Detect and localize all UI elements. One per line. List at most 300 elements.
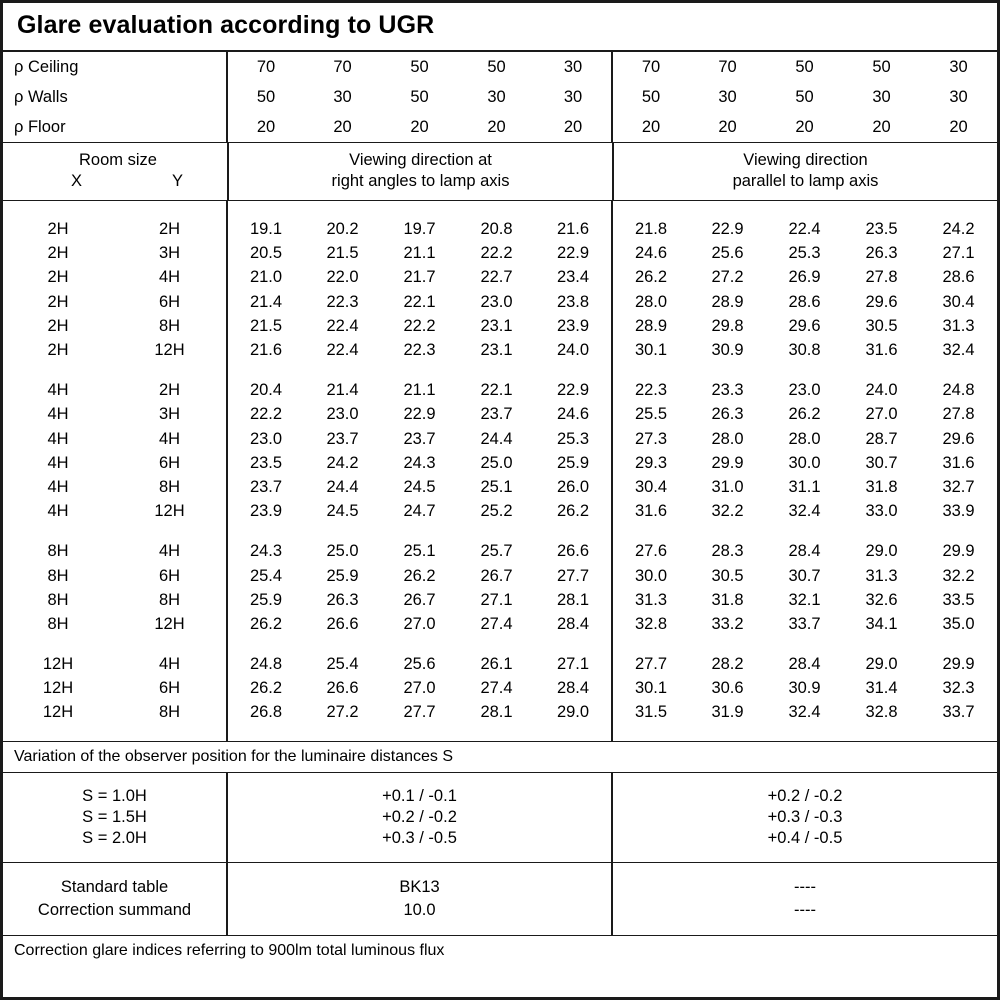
spacer-cell	[113, 524, 227, 540]
cell: 24.3	[227, 540, 304, 564]
cell: 29.6	[788, 316, 821, 335]
cell: 27.3	[612, 427, 689, 451]
cell: 24.5	[326, 502, 359, 521]
vd-line2: parallel to lamp axis	[732, 171, 879, 190]
cell: 34.1	[865, 614, 898, 633]
y-value: 8H	[158, 316, 181, 335]
cell: 20	[949, 117, 968, 136]
x-value: 12H	[42, 679, 74, 698]
cell: 27.1	[556, 655, 590, 674]
table-row	[3, 82, 997, 112]
ugr-data-table	[3, 201, 997, 741]
cell: 25.0	[480, 453, 513, 472]
vd-line1: Viewing direction at	[349, 151, 492, 169]
cell: 32.2	[942, 566, 975, 585]
cell: 20.8	[480, 220, 513, 239]
cell: 27.7	[612, 652, 689, 676]
spacer-cell	[766, 201, 843, 217]
cell: 28.9	[711, 292, 744, 311]
cell: 26.2	[788, 405, 821, 424]
x-value: 12H	[42, 703, 74, 722]
spacer-cell	[612, 773, 997, 786]
spacer-cell	[612, 863, 997, 876]
cell: 20	[718, 117, 737, 136]
spacer-cell	[843, 636, 920, 652]
cell: 31.3	[612, 588, 689, 612]
cell: 26.2	[227, 612, 304, 636]
table-row	[3, 807, 997, 828]
variation-label: S = 1.5H	[82, 808, 147, 827]
cell: 27.0	[403, 679, 436, 698]
table-row	[3, 314, 997, 338]
spacer-cell	[458, 201, 535, 217]
spacer-cell	[689, 725, 766, 741]
vd-line2: right angles to lamp axis	[331, 171, 510, 190]
spacer-cell	[920, 524, 997, 540]
spacer-cell	[304, 362, 381, 378]
cell: 20	[410, 117, 429, 136]
cell: 24.5	[403, 477, 436, 496]
cell: 20	[487, 117, 506, 136]
cell: 30.0	[612, 564, 689, 588]
cell: 27.1	[480, 590, 513, 609]
spacer-cell	[227, 636, 304, 652]
cell: 20	[612, 112, 689, 142]
spacer-cell	[227, 773, 612, 786]
cell: 25.4	[227, 564, 304, 588]
spacer-cell	[612, 922, 997, 935]
spacer-row	[3, 524, 997, 540]
correction-summand-parallel: ----	[612, 899, 997, 922]
cell: 23.0	[326, 405, 359, 424]
cell: 20	[333, 117, 352, 136]
cell: 23.7	[403, 429, 436, 448]
cell: 29.9	[942, 542, 975, 561]
cell: 22.9	[556, 244, 590, 263]
cell: 24.2	[326, 453, 359, 472]
cell: 20	[227, 112, 304, 142]
cell: 26.0	[556, 477, 590, 496]
cell: 25.5	[612, 403, 689, 427]
cell: 22.4	[326, 341, 359, 360]
cell: 25.7	[480, 542, 513, 561]
correction-summand-label: Correction summand	[37, 901, 192, 920]
spacer-cell	[304, 725, 381, 741]
vd-line1: Viewing direction	[743, 151, 868, 169]
y-value: 12H	[154, 502, 185, 521]
variation-perpendicular: +0.2 / -0.2	[227, 807, 612, 828]
spacer-cell	[612, 524, 689, 540]
cell: 27.2	[711, 268, 744, 287]
spacer-row	[3, 725, 997, 741]
table-row	[3, 338, 997, 362]
cell: 70	[333, 57, 352, 76]
spacer-cell	[3, 636, 113, 652]
table-row	[3, 701, 997, 725]
spacer-cell	[766, 524, 843, 540]
spacer-cell	[458, 636, 535, 652]
cell: 23.7	[480, 405, 513, 424]
cell: 22.4	[788, 220, 821, 239]
table-row	[3, 876, 997, 899]
variation-label: S = 1.0H	[82, 787, 147, 806]
spacer-cell	[843, 524, 920, 540]
table-row	[3, 52, 997, 82]
y-value: 4H	[158, 655, 181, 674]
cell: 24.2	[942, 220, 975, 239]
footer-note: Correction glare indices referring to 900lm total luminous flux	[14, 941, 445, 959]
table-row	[3, 540, 997, 564]
spacer-cell	[689, 201, 766, 217]
cell: 31.3	[942, 316, 975, 335]
cell: 30.1	[612, 338, 689, 362]
cell: 30.4	[942, 292, 975, 311]
x-value: 2H	[47, 220, 69, 239]
table-row	[3, 266, 997, 290]
cell: 30.1	[612, 676, 689, 700]
spacer-cell	[535, 524, 612, 540]
cell: 21.5	[326, 244, 359, 263]
spacer-cell	[458, 362, 535, 378]
cell: 31.6	[942, 453, 975, 472]
table-row	[3, 499, 997, 523]
spacer-cell	[766, 636, 843, 652]
cell: 31.8	[711, 590, 744, 609]
spacer-cell	[381, 636, 458, 652]
cell: 22.9	[403, 405, 436, 424]
spacer-row	[3, 201, 997, 217]
y-value: 2H	[158, 220, 181, 239]
spacer-cell	[689, 636, 766, 652]
cell: 30	[949, 57, 968, 76]
cell: 25.1	[480, 477, 513, 496]
cell: 27.8	[942, 405, 975, 424]
room-size-x-label: X	[71, 172, 83, 191]
cell: 25.3	[788, 244, 821, 263]
cell: 26.6	[556, 542, 590, 561]
y-value: 2H	[158, 381, 181, 400]
cell: 24.6	[556, 405, 590, 424]
cell: 28.0	[711, 429, 744, 448]
cell: 30.7	[788, 566, 821, 585]
cell: 28.0	[788, 429, 821, 448]
x-value: 12H	[42, 655, 74, 674]
spacer-cell	[458, 524, 535, 540]
variation-note: Variation of the observer position for the luminaire distances S	[14, 747, 454, 765]
cell: 50	[795, 57, 814, 76]
y-value: 4H	[158, 429, 181, 448]
cell: 33.5	[942, 590, 975, 609]
x-value: 8H	[47, 566, 69, 585]
cell: 29.9	[711, 453, 744, 472]
standard-table-label: Standard table	[60, 878, 169, 897]
cell: 27.2	[326, 703, 359, 722]
y-value: 8H	[158, 477, 181, 496]
cell: 31.3	[865, 566, 898, 585]
spacer-cell	[535, 636, 612, 652]
spacer-cell	[920, 636, 997, 652]
table-row	[3, 786, 997, 807]
spacer-cell	[3, 773, 227, 786]
cell: 25.6	[711, 244, 744, 263]
cell: 50	[872, 57, 891, 76]
cell: 30.4	[612, 475, 689, 499]
table-row	[3, 652, 997, 676]
cell: 28.1	[556, 590, 590, 609]
cell: 28.0	[612, 290, 689, 314]
cell: 27.4	[480, 679, 513, 698]
cell: 21.5	[227, 314, 304, 338]
standard-table-parallel: ----	[612, 876, 997, 899]
spacer-cell	[381, 725, 458, 741]
spacer-cell	[612, 201, 689, 217]
cell: 22.0	[326, 268, 359, 287]
cell: 20	[872, 117, 891, 136]
cell: 23.0	[227, 427, 304, 451]
cell: 19.7	[403, 220, 436, 239]
room-size-title: Room size	[79, 151, 157, 169]
cell: 32.2	[711, 502, 744, 521]
cell: 23.9	[227, 499, 304, 523]
table-row	[3, 564, 997, 588]
cell: 25.3	[556, 429, 590, 448]
table-row	[3, 475, 997, 499]
spacer-cell	[227, 524, 304, 540]
x-value: 2H	[47, 316, 69, 335]
cell: 22.3	[612, 378, 689, 402]
spacer-row	[3, 636, 997, 652]
cell: 27.1	[942, 244, 975, 263]
cell: 50	[227, 82, 304, 112]
variation-perpendicular: +0.1 / -0.1	[227, 786, 612, 807]
cell: 29.0	[865, 542, 898, 561]
spacer-row	[3, 922, 997, 935]
cell: 28.7	[865, 429, 898, 448]
spacer-cell	[113, 201, 227, 217]
x-value: 8H	[47, 590, 69, 609]
cell: 23.3	[711, 381, 744, 400]
room-size-y-label: Y	[171, 172, 183, 191]
variation-label: S = 2.0H	[82, 829, 147, 848]
cell: 29.0	[556, 703, 590, 722]
cell: 23.8	[556, 292, 590, 311]
cell: 26.1	[480, 655, 513, 674]
y-value: 12H	[154, 341, 185, 360]
y-value: 4H	[158, 268, 181, 287]
cell: 22.2	[403, 316, 436, 335]
cell: 30.6	[711, 679, 744, 698]
cell: 21.1	[403, 244, 436, 263]
cell: 23.7	[227, 475, 304, 499]
viewing-direction-perpendicular	[227, 143, 612, 200]
cell: 24.3	[403, 453, 436, 472]
cell: 27.4	[480, 614, 513, 633]
cell: 20.4	[227, 378, 304, 402]
spacer-cell	[381, 201, 458, 217]
cell: 25.0	[326, 542, 359, 561]
cell: 28.3	[711, 542, 744, 561]
y-value: 3H	[158, 244, 181, 263]
cell: 21.0	[227, 266, 304, 290]
cell: 22.2	[480, 244, 513, 263]
cell: 32.8	[865, 703, 898, 722]
cell: 33.7	[788, 614, 821, 633]
cell: 22.3	[403, 341, 436, 360]
spacer-cell	[843, 201, 920, 217]
table-row	[3, 217, 997, 241]
standard-table-block	[3, 863, 997, 935]
y-value: 12H	[154, 614, 185, 633]
row-label-walls: ρ Walls	[14, 87, 68, 106]
cell: 29.0	[865, 655, 898, 674]
cell: 19.1	[227, 217, 304, 241]
cell: 50	[410, 57, 429, 76]
cell: 30.8	[788, 341, 821, 360]
cell: 30	[949, 87, 968, 106]
spacer-cell	[227, 725, 304, 741]
cell: 28.4	[556, 614, 590, 633]
cell: 25.6	[403, 655, 436, 674]
cell: 24.4	[480, 429, 513, 448]
cell: 30.9	[711, 341, 744, 360]
spacer-cell	[766, 362, 843, 378]
spacer-cell	[535, 201, 612, 217]
cell: 24.4	[326, 477, 359, 496]
x-value: 2H	[47, 341, 69, 360]
spacer-cell	[612, 725, 689, 741]
cell: 26.7	[480, 566, 513, 585]
cell: 27.0	[865, 405, 898, 424]
spacer-cell	[113, 725, 227, 741]
variation-parallel: +0.4 / -0.5	[612, 828, 997, 849]
x-value: 4H	[47, 381, 69, 400]
y-value: 6H	[158, 679, 181, 698]
cell: 31.5	[612, 701, 689, 725]
cell: 26.6	[326, 614, 359, 633]
cell: 26.2	[403, 566, 436, 585]
spacer-cell	[227, 849, 612, 862]
spacer-cell	[920, 201, 997, 217]
table-row	[3, 676, 997, 700]
reflectance-table	[3, 52, 997, 142]
cell: 23.0	[788, 381, 821, 400]
y-value: 4H	[158, 542, 181, 561]
spacer-row	[3, 863, 997, 876]
cell: 22.2	[227, 403, 304, 427]
cell: 26.2	[556, 502, 590, 521]
cell: 31.6	[612, 499, 689, 523]
cell: 33.9	[942, 502, 975, 521]
spacer-cell	[920, 725, 997, 741]
cell: 20.5	[227, 241, 304, 265]
cell: 25.9	[227, 588, 304, 612]
cell: 21.1	[403, 381, 436, 400]
cell: 26.8	[227, 701, 304, 725]
y-value: 6H	[158, 566, 181, 585]
cell: 28.4	[788, 542, 821, 561]
cell: 30	[487, 87, 506, 106]
cell: 23.5	[865, 220, 898, 239]
cell: 23.9	[556, 316, 590, 335]
cell: 20	[795, 117, 814, 136]
spacer-cell	[3, 362, 113, 378]
cell: 21.4	[326, 381, 359, 400]
spacer-cell	[689, 362, 766, 378]
spacer-cell	[381, 362, 458, 378]
y-value: 8H	[158, 590, 181, 609]
cell: 27.8	[865, 268, 898, 287]
cell: 25.9	[556, 453, 590, 472]
cell: 32.8	[612, 612, 689, 636]
cell: 35.0	[942, 614, 975, 633]
spacer-cell	[612, 636, 689, 652]
cell: 31.6	[865, 341, 898, 360]
cell: 50	[487, 57, 506, 76]
cell: 50	[612, 82, 689, 112]
cell: 27.0	[403, 614, 436, 633]
table-row	[3, 612, 997, 636]
spacer-cell	[535, 362, 612, 378]
table-row	[3, 378, 997, 402]
table-row	[3, 241, 997, 265]
row-label-floor: ρ Floor	[14, 117, 66, 136]
x-value: 2H	[47, 244, 69, 263]
cell: 22.3	[326, 292, 359, 311]
page-title: Glare evaluation according to UGR	[17, 11, 435, 39]
variation-table	[3, 773, 997, 862]
cell: 22.9	[711, 220, 744, 239]
cell: 26.3	[865, 244, 898, 263]
x-value: 8H	[47, 614, 69, 633]
cell: 32.6	[865, 590, 898, 609]
cell: 20.2	[326, 220, 359, 239]
cell: 70	[227, 52, 304, 82]
viewing-direction-header	[3, 143, 997, 200]
cell: 32.1	[788, 590, 821, 609]
cell: 24.8	[227, 652, 304, 676]
cell: 26.2	[227, 676, 304, 700]
cell: 50	[795, 87, 814, 106]
spacer-cell	[535, 725, 612, 741]
x-value: 4H	[47, 405, 69, 424]
spacer-cell	[3, 863, 227, 876]
cell: 25.4	[326, 655, 359, 674]
spacer-cell	[227, 201, 304, 217]
cell: 30	[333, 87, 352, 106]
cell: 32.4	[788, 502, 821, 521]
x-value: 4H	[47, 453, 69, 472]
cell: 29.6	[865, 292, 898, 311]
cell: 21.6	[556, 220, 590, 239]
cell: 31.8	[865, 477, 898, 496]
spacer-cell	[304, 201, 381, 217]
cell: 31.4	[865, 679, 898, 698]
cell: 24.8	[942, 381, 975, 400]
cell: 26.7	[403, 590, 436, 609]
spacer-cell	[381, 524, 458, 540]
cell: 29.6	[942, 429, 975, 448]
cell: 24.0	[556, 341, 590, 360]
cell: 50	[410, 87, 429, 106]
cell: 27.7	[403, 703, 436, 722]
x-value: 4H	[47, 429, 69, 448]
cell: 26.2	[612, 266, 689, 290]
cell: 21.6	[227, 338, 304, 362]
y-value: 8H	[158, 703, 181, 722]
table-row	[3, 112, 997, 142]
spacer-row	[3, 773, 997, 786]
spacer-cell	[3, 849, 227, 862]
